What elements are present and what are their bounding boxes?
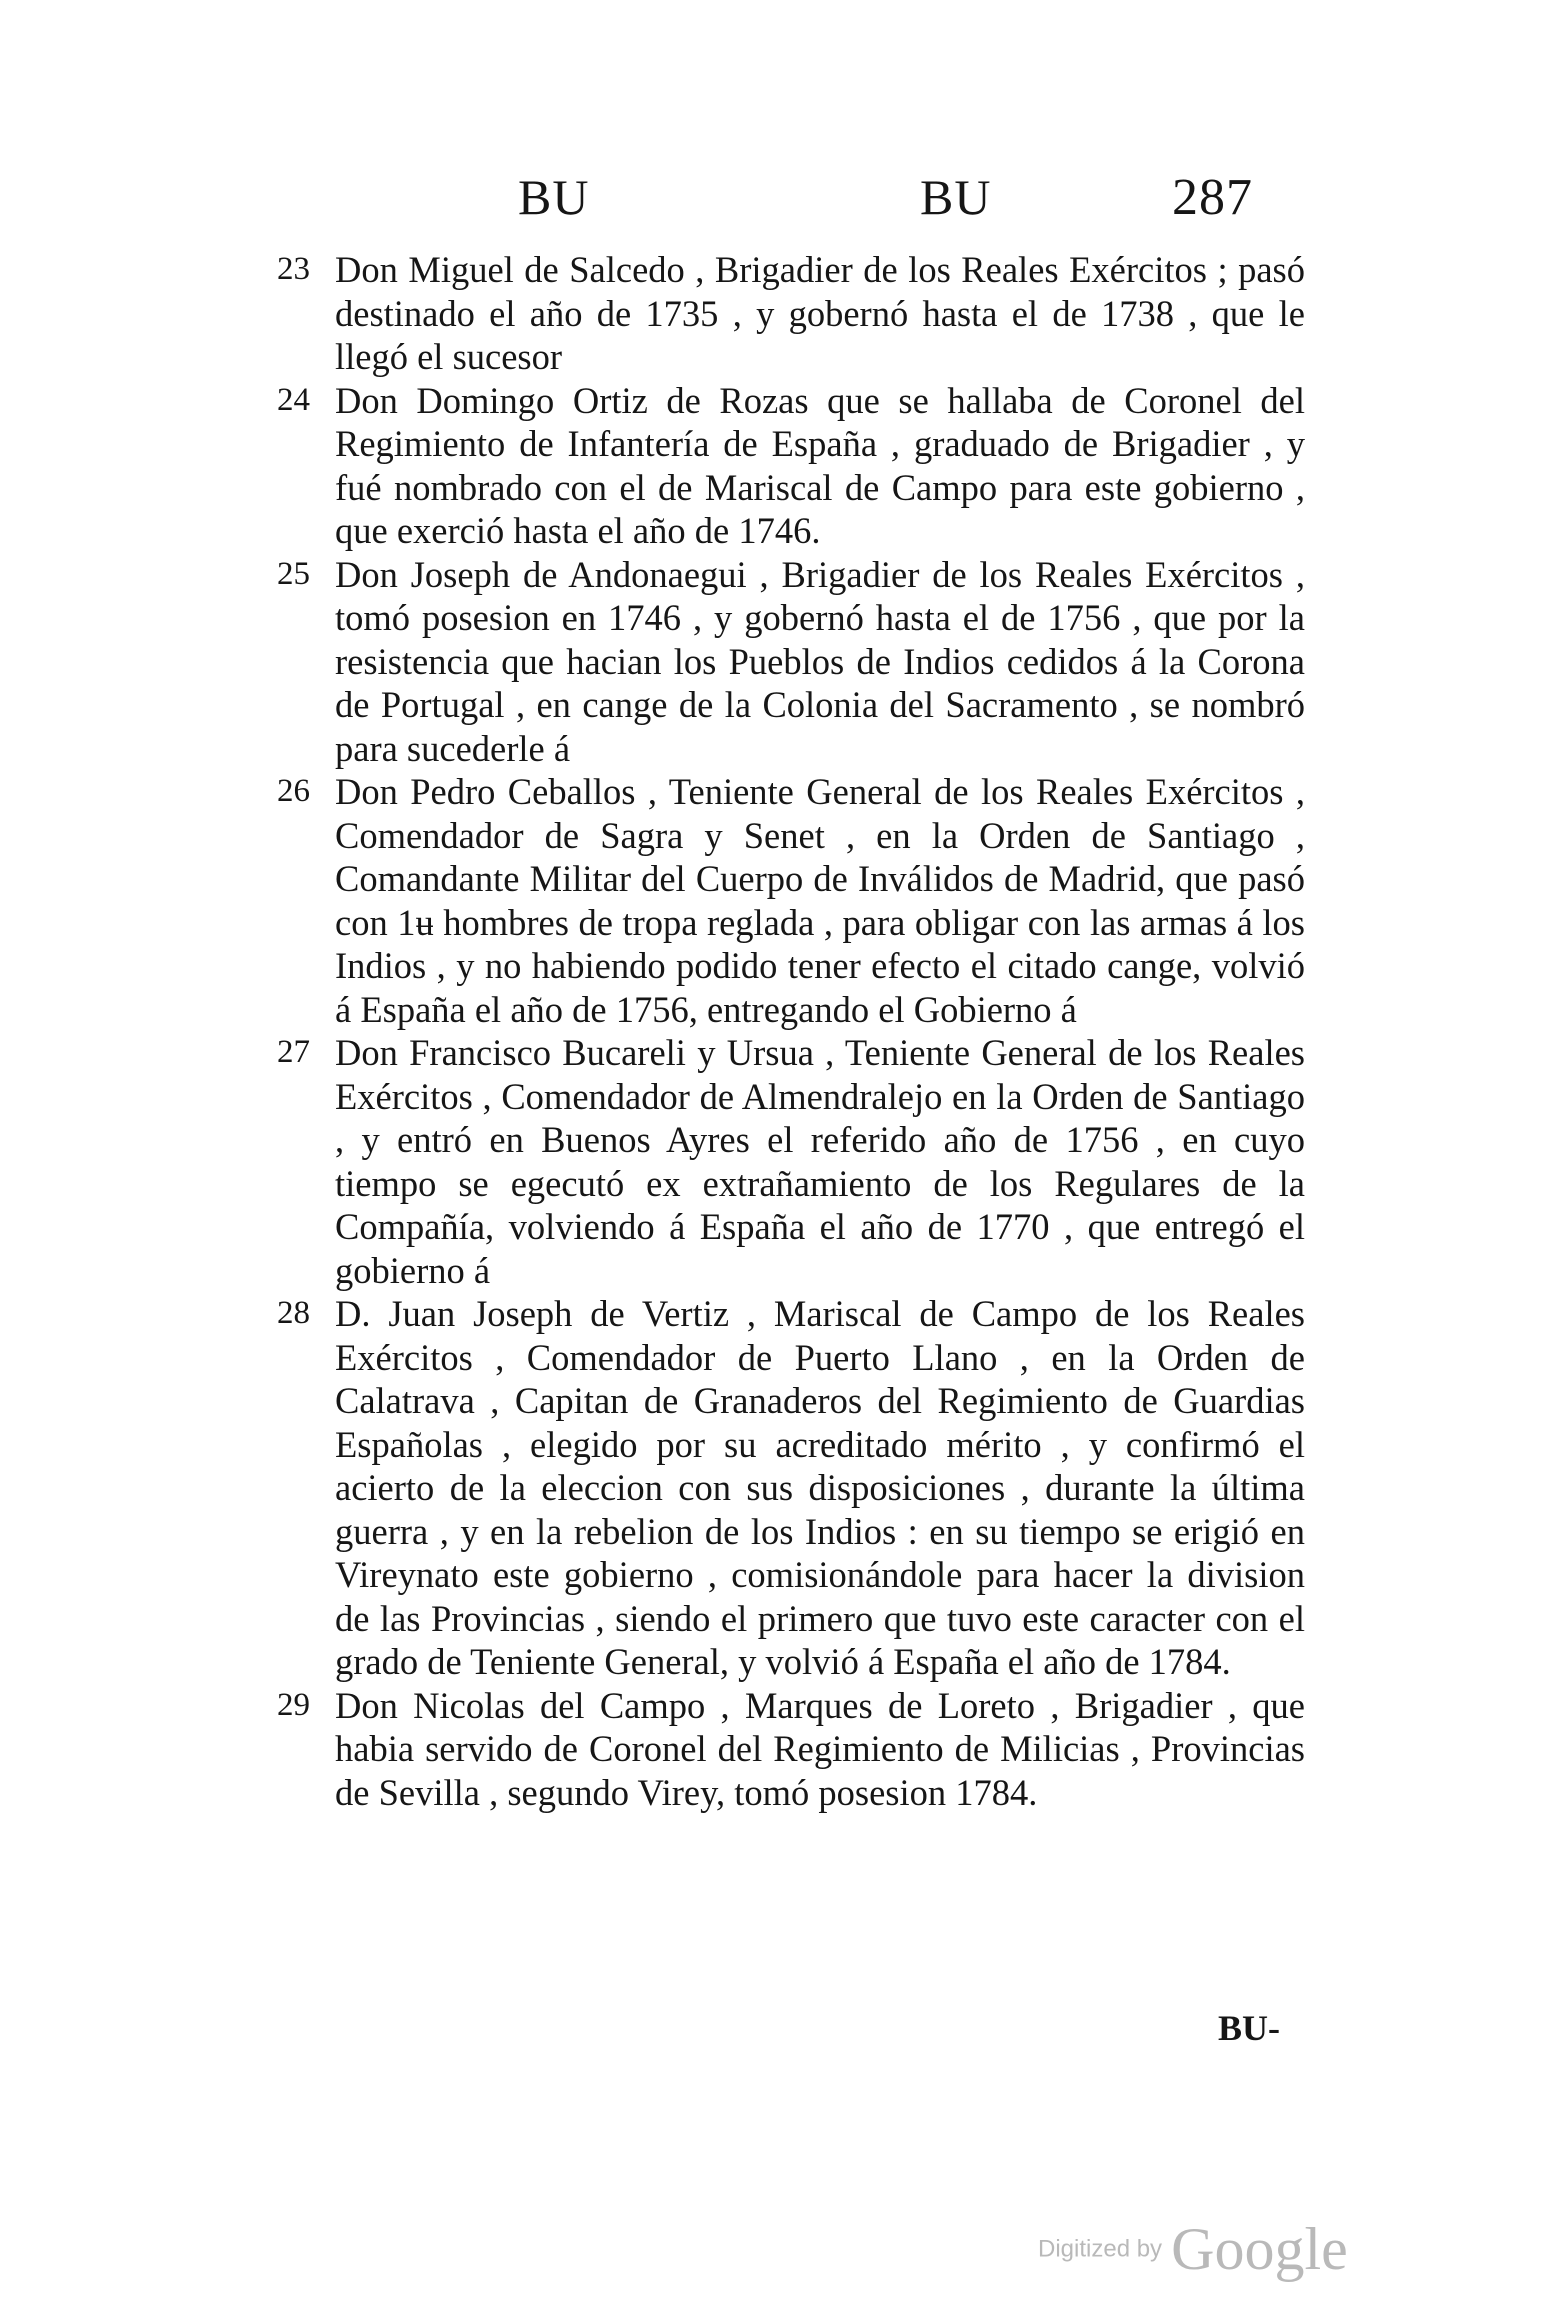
digitized-watermark (1038, 2215, 1348, 2284)
entry-text: D. Juan Joseph de Vertiz , Mariscal de Campo de los Reales Exércitos , Comendador de Puerto Llano , en la Orden de Calatrava , Capitan de Granaderos del Regimiento de Guardias Españolas , elegido por su acreditado mérito , y confirmó el acierto de la eleccion con sus disposiciones , durante la última guerra , y en la rebelion de los Indios : en su tiempo se erigió en Vireynato este gobierno , comisionándole para hacer la division de las Provincias , siendo el primero que tuvo este caracter con el grado de Teniente General, y volvió á España el año de 1784. (335, 1293, 1305, 1682)
entry-number: 24 (277, 381, 310, 418)
entry-27 (277, 1031, 1305, 1292)
header-left-heading: BU (518, 169, 590, 225)
header-center-heading: BU (920, 169, 992, 225)
entry-list (277, 248, 1305, 1814)
running-header (0, 168, 1551, 238)
entry-text: Don Miguel de Salcedo , Brigadier de los Reales Exércitos ; pasó destinado el año de 1735 , y gobernó hasta el de 1738 , que le llegó el sucesor (335, 249, 1305, 377)
entry-29 (277, 1684, 1305, 1815)
entry-number: 23 (277, 251, 310, 287)
page-number: 287 (1172, 169, 1253, 226)
google-logo: Google (1171, 2216, 1348, 2282)
entry-number: 29 (277, 1686, 310, 1723)
entry-text: Don Nicolas del Campo , Marques de Loreto , Brigadier , que habia servido de Coronel del Regimiento de Milicias , Provincias de Sevilla , segundo Virey, tomó posesion 1784. (335, 1684, 1305, 1813)
entry-24 (277, 379, 1305, 553)
entry-text: Don Joseph de Andonaegui , Brigadier de los Reales Exércitos , tomó posesion en 1746 , y gobernó hasta el de 1756 , que por la resistencia que hacian los Pueblos de Indios cedidos á la Corona de Portugal , en cange de la Colonia del Sacramento , se nombró para sucederle á (335, 553, 1305, 769)
entry-number: 27 (277, 1034, 310, 1070)
entry-26 (277, 770, 1305, 1031)
watermark-prefix: Digitized by (1038, 2235, 1163, 2263)
catchword: BU- (1218, 2008, 1280, 2048)
entry-number: 26 (277, 773, 310, 809)
entry-28 (277, 1292, 1305, 1684)
entry-text: Don Pedro Ceballos , Teniente General de los Reales Exércitos , Comendador de Sagra y Senet , en la Orden de Santiago , Comandante Militar del Cuerpo de Inválidos de Madrid, que pasó con 1ʉ hombres de tropa reglada , para obligar con las armas á los Indios , y no habiendo podido tener efecto el citado cange, volvió á España el año de 1756, entregando el Gobierno á (335, 771, 1305, 1030)
entry-23 (277, 248, 1305, 379)
entry-number: 25 (277, 555, 310, 592)
entry-25 (277, 553, 1305, 771)
entry-text: Don Domingo Ortiz de Rozas que se hallaba de Coronel del Regimiento de Infantería de España , graduado de Brigadier , y fué nombrado con el de Mariscal de Campo para este gobierno , que exerció hasta el año de 1746. (335, 379, 1305, 551)
entry-text: Don Francisco Bucareli y Ursua , Teniente General de los Reales Exércitos , Comendador de Almendralejo en la Orden de Santiago , y entró en Buenos Ayres el referido año de 1756 , en cuyo tiempo se egecutó ex extrañamiento de los Regulares de la Compañía, volviendo á España el año de 1770 , que entregó el gobierno á (335, 1032, 1305, 1291)
entry-number: 28 (277, 1295, 310, 1331)
